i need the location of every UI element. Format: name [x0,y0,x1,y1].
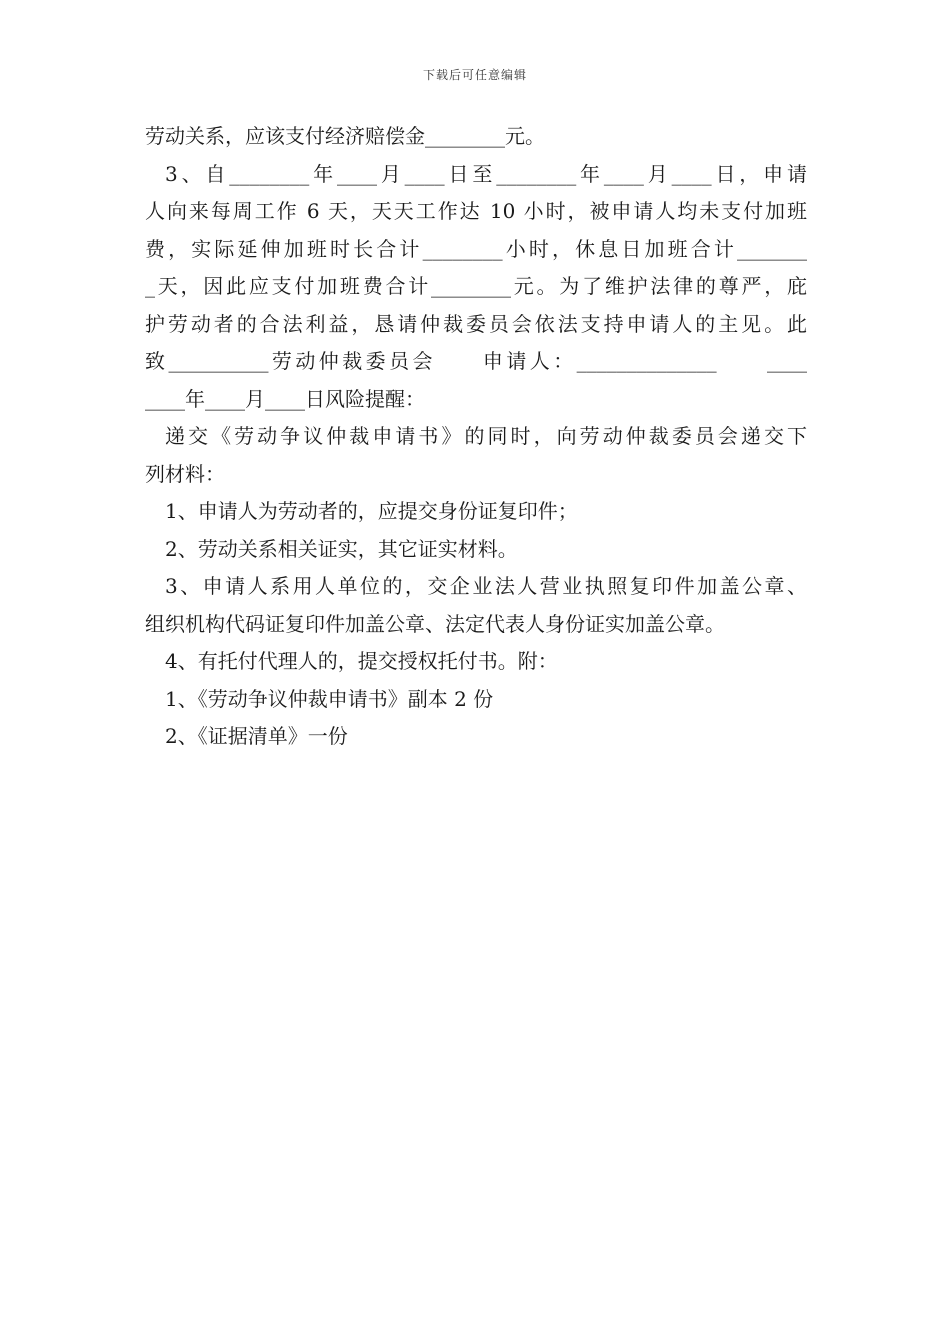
document-line: 人向来每周工作 6 天，天天工作达 10 小时，被申请人均未支付加班 [145,199,807,223]
document-line: 列材料： [145,461,225,486]
document-line: 递交《劳动争议仲裁申请书》的同时，向劳动仲裁委员会递交下 [165,424,807,448]
document-line: 1、《劳动争议仲裁申请书》副本 2 份 [165,686,494,711]
document-line: 2、劳动关系相关证实，其它证实材料。 [165,536,518,561]
document-line: 3、申请人系用人单位的，交企业法人营业执照复印件加盖公章、 [165,574,807,598]
document-line: 劳动关系，应该支付经济赔偿金________元。 [145,124,545,148]
document-line: 护劳动者的合法利益，恳请仲裁委员会依法支持申请人的主见。此 [145,311,807,336]
page-header: 下载后可任意编辑 [422,68,527,82]
document-line: 3、自________年____月____日至________年____月____日，申请 [165,161,807,186]
document-line: 致__________劳动仲裁委员会 申请人：______________ ____ [145,349,807,373]
document-line: 2、《证据清单》一份 [165,724,348,748]
document-line: 1、申请人为劳动者的，应提交身份证复印件； [165,499,578,523]
document-line: ____年____月____日风险提醒： [145,386,425,411]
document-line: 费，实际延伸加班时长合计________小时，休息日加班合计_______ [145,236,807,261]
document-line: 4、有托付代理人的，提交授权托付书。附： [165,649,558,673]
document-line: _天，因此应支付加班费合计________元。为了维护法律的尊严，庇 [145,274,807,298]
document-body [145,118,807,756]
document-line: 组织机构代码证复印件加盖公章、法定代表人身份证实加盖公章。 [145,611,725,636]
